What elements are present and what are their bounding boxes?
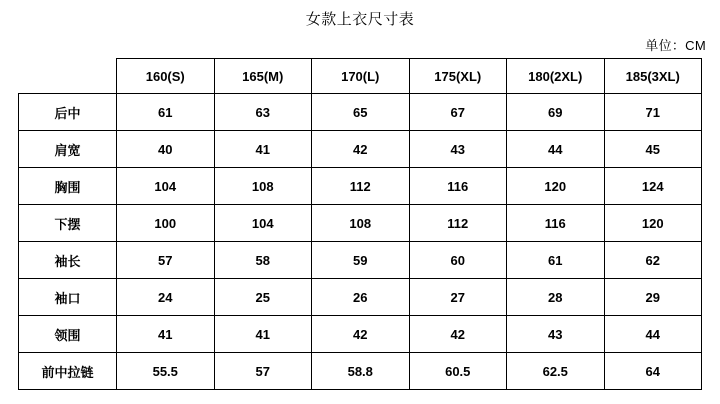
row-label: 袖长 (19, 242, 117, 279)
table-row (19, 353, 702, 390)
table-cell: 58.8 (312, 353, 410, 390)
table-cell: 63 (214, 94, 312, 131)
table-cell: 43 (409, 131, 507, 168)
table-cell: 57 (214, 353, 312, 390)
table-cell: 120 (507, 168, 605, 205)
table-header-row (19, 59, 702, 94)
size-table-body (19, 94, 702, 390)
table-cell: 40 (117, 131, 215, 168)
table-cell: 42 (312, 316, 410, 353)
row-label: 后中 (19, 94, 117, 131)
table-cell: 116 (507, 205, 605, 242)
row-label: 胸围 (19, 168, 117, 205)
size-table (18, 58, 702, 390)
table-cell: 42 (409, 316, 507, 353)
table-cell: 29 (604, 279, 702, 316)
table-row (19, 242, 702, 279)
table-cell: 65 (312, 94, 410, 131)
table-cell: 26 (312, 279, 410, 316)
table-cell: 61 (117, 94, 215, 131)
unit-label: 单位：CM (645, 38, 706, 53)
table-row (19, 316, 702, 353)
table-cell: 108 (312, 205, 410, 242)
table-cell: 67 (409, 94, 507, 131)
table-cell: 61 (507, 242, 605, 279)
table-cell: 58 (214, 242, 312, 279)
table-row (19, 94, 702, 131)
table-cell: 62 (604, 242, 702, 279)
table-cell: 42 (312, 131, 410, 168)
table-cell: 100 (117, 205, 215, 242)
table-row (19, 131, 702, 168)
table-cell: 27 (409, 279, 507, 316)
table-cell: 104 (117, 168, 215, 205)
table-cell: 62.5 (507, 353, 605, 390)
table-row (19, 279, 702, 316)
table-cell: 112 (409, 205, 507, 242)
table-cell: 104 (214, 205, 312, 242)
row-label: 袖口 (19, 279, 117, 316)
table-row (19, 205, 702, 242)
table-cell: 112 (312, 168, 410, 205)
table-cell: 124 (604, 168, 702, 205)
column-header-175xl: 175(XL) (409, 59, 507, 94)
row-label: 下摆 (19, 205, 117, 242)
row-label: 肩宽 (19, 131, 117, 168)
table-cell: 44 (604, 316, 702, 353)
size-table-header (19, 59, 702, 94)
table-cell: 120 (604, 205, 702, 242)
table-cell: 45 (604, 131, 702, 168)
table-cell: 25 (214, 279, 312, 316)
table-cell: 69 (507, 94, 605, 131)
table-corner-cell (19, 59, 117, 94)
page-title: 女款上衣尺寸表 (305, 11, 415, 28)
table-cell: 24 (117, 279, 215, 316)
table-cell: 41 (214, 316, 312, 353)
table-cell: 64 (604, 353, 702, 390)
table-cell: 108 (214, 168, 312, 205)
table-row (19, 168, 702, 205)
table-cell: 116 (409, 168, 507, 205)
column-header-180-2xl: 180(2XL) (507, 59, 605, 94)
table-cell: 60.5 (409, 353, 507, 390)
column-header-160s: 160(S) (117, 59, 215, 94)
column-header-185-3xl: 185(3XL) (604, 59, 702, 94)
row-label: 领围 (19, 316, 117, 353)
size-table-container (0, 54, 720, 390)
table-cell: 44 (507, 131, 605, 168)
table-cell: 59 (312, 242, 410, 279)
column-header-170l: 170(L) (312, 59, 410, 94)
table-cell: 28 (507, 279, 605, 316)
table-cell: 71 (604, 94, 702, 131)
row-label: 前中拉链 (19, 353, 117, 390)
table-cell: 41 (117, 316, 215, 353)
column-header-165m: 165(M) (214, 59, 312, 94)
table-cell: 43 (507, 316, 605, 353)
table-cell: 41 (214, 131, 312, 168)
table-cell: 55.5 (117, 353, 215, 390)
table-cell: 57 (117, 242, 215, 279)
table-cell: 60 (409, 242, 507, 279)
